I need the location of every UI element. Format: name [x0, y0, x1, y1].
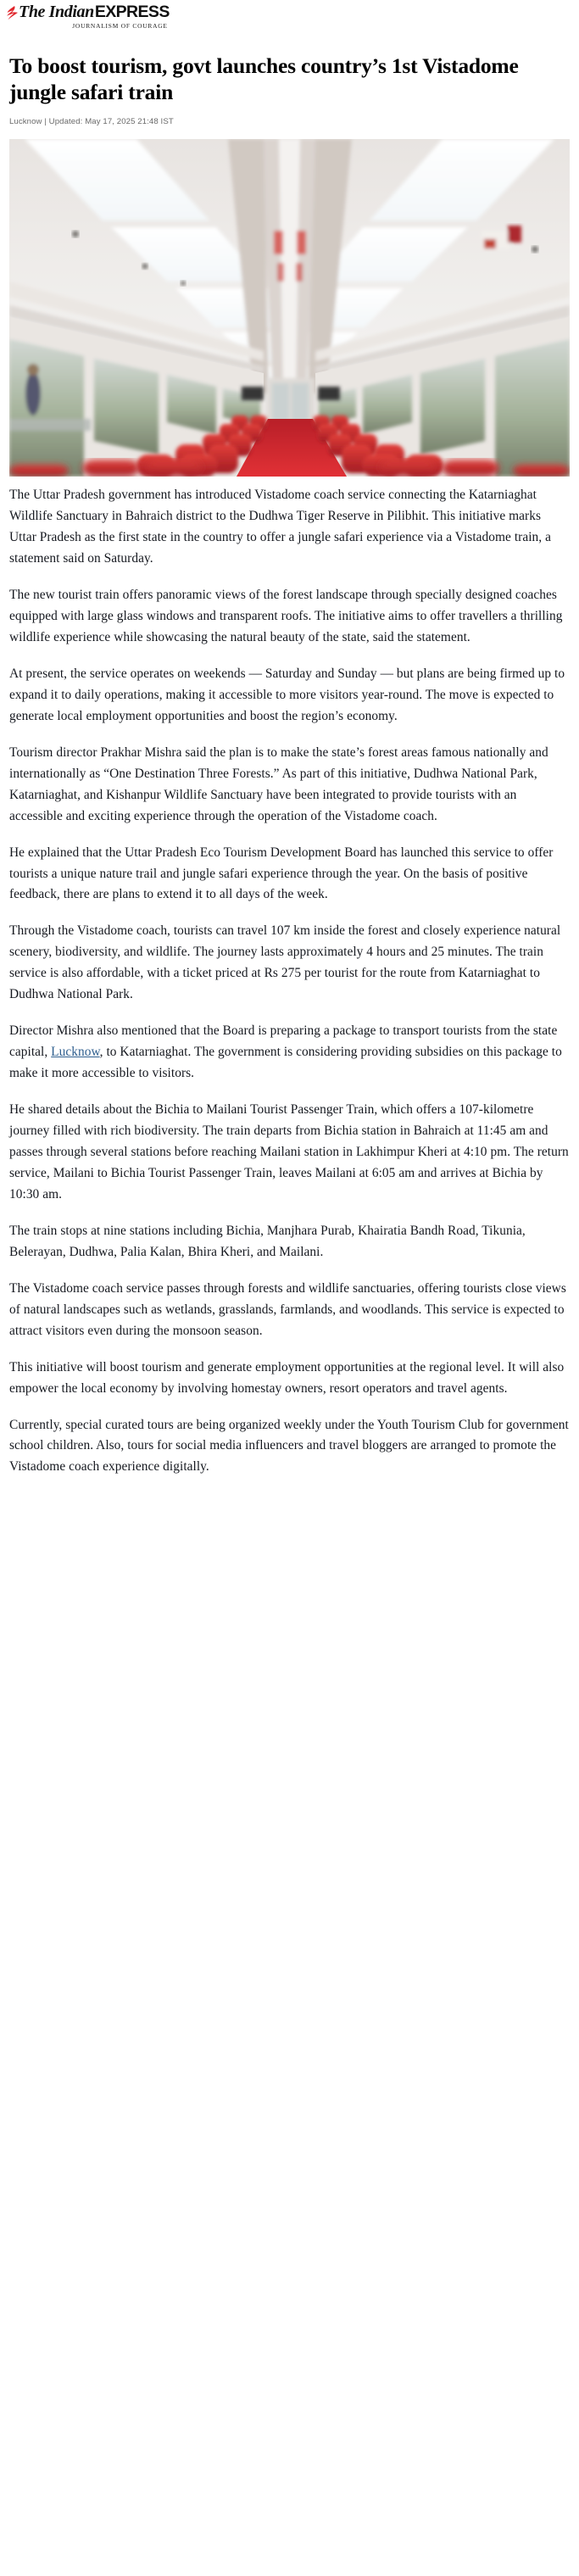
article-container — [0, 53, 579, 1478]
paragraph-8: He shared details about the Bichia to Mailani Tourist Passenger Train, which offers a 107-kilometre journey filled with rich biodiversity. The train departs from Bichia station in Bahraich at 11:45 am and passes through several stations before reaching Mailani station in Lakhimpur Kheri at 4:10 pm. The return service, Mailani to Bichia Tourist Passenger Train, leaves Mailani at 6:05 am and arrives at Bichia by 10:30 am. — [9, 1102, 569, 1202]
paragraph-7 — [9, 1021, 570, 1084]
article-body — [9, 485, 570, 1478]
paragraph-2: The new tourist train offers panoramic views of the forest landscape through specially designed coaches equipped with large glass windows and transparent roofs. The initiative aims to offer travellers a thrilling wildlife experience while showcasing the natural beauty of the state, said the statement. — [9, 588, 563, 644]
paragraph-5: He explained that the Uttar Pradesh Eco Tourism Development Board has launched this service to offer tourists a unique nature trail and jungle safari experience through the year. On the basis of positive feedback, there are plans to extend it to all days of the week. — [9, 845, 554, 902]
vistadome-interior-illustration — [9, 139, 570, 477]
paragraph-9: The train stops at nine stations including Bichia, Manjhara Purab, Khairatia Bandh Road, Tikunia, Belerayan, Dudhwa, Palia Kalan, Bhira Kheri, and Mailani. — [9, 1223, 526, 1259]
paragraph-10: The Vistadome coach service passes through forests and wildlife sanctuaries, offering tourists close views of natural landscapes such as wetlands, grasslands, farmlands, and woodlands. This service is expected to attract visitors even during the monsoon season. — [9, 1280, 566, 1338]
paragraph-11: This initiative will boost tourism and generate employment opportunities at the regional level. It will also empower the local economy by involving homestay owners, resort operators and travel agents. — [9, 1359, 565, 1396]
logo-the-indian-text: The Indian — [19, 3, 94, 21]
hero-image — [9, 139, 570, 477]
flame-icon — [7, 6, 18, 20]
paragraph-12: Currently, special curated tours are being organized weekly under the Youth Tourism Club for government school children. Also, tours for social media influencers and travel bloggers are arranged to promote the Vistadome coach experience digitally. — [9, 1417, 569, 1475]
byline: Lucknow | Updated: May 17, 2025 21:48 IST — [9, 117, 174, 127]
logo-tagline: JOURNALISM OF COURAGE — [72, 21, 168, 30]
logo-wordmark — [19, 3, 170, 30]
paragraph-7-tail: , to Katarniaghat. The government is considering providing subsidies on this package to make it more accessible to visitors. — [9, 1045, 562, 1081]
paragraph-6: Through the Vistadome coach, tourists can travel 107 km inside the forest and closely experience natural scenery, biodiversity, and wildlife. The journey lasts approximately 4 hours and 25 minutes. The train service is also affordable, with a ticket priced at Rs 275 per tourist for the route from Katarniaghat to Dudhwa National Park. — [9, 923, 561, 1002]
page-title: To boost tourism, govt launches country’s 1st Vistadome jungle safari train — [9, 53, 519, 105]
paragraph-1: The Uttar Pradesh government has introduced Vistadome coach service connecting the Katarniaghat Wildlife Sanctuary in Bahraich district to the Dudhwa Tiger Reserve in Pilibhit. This initiative marks Uttar Pradesh as the first state in the country to offer a jungle safari experience via a Vistadome train, a statement said on Saturday. — [9, 488, 551, 566]
site-masthead — [0, 0, 579, 29]
paragraph-4: Tourism director Prakhar Mishra said the plan is to make the state’s forest areas famous nationally and internationally as “One Destination Three Forests.” As part of this initiative, Dudhwa National Park, Katarniaghat, and Kishanpur Wildlife Sanctuary have been integrated to provide tourists with an accessible and exciting experience through the operation of the Vistadome coach. — [9, 744, 548, 823]
paragraph-7-lead: Director Mishra also mentioned that the Board is preparing a package to transport tourists from the state capital, — [9, 1023, 558, 1060]
site-logo[interactable] — [7, 3, 579, 30]
paragraph-3: At present, the service operates on weekends — Saturday and Sunday — but plans are being firmed up to expand it to daily operations, making it accessible to more visitors year-round. The move is expected to generate local employment opportunities and boost the region’s economy. — [9, 666, 565, 723]
lucknow-link[interactable]: Lucknow — [51, 1045, 100, 1060]
logo-express-text: EXPRESS — [94, 3, 170, 21]
